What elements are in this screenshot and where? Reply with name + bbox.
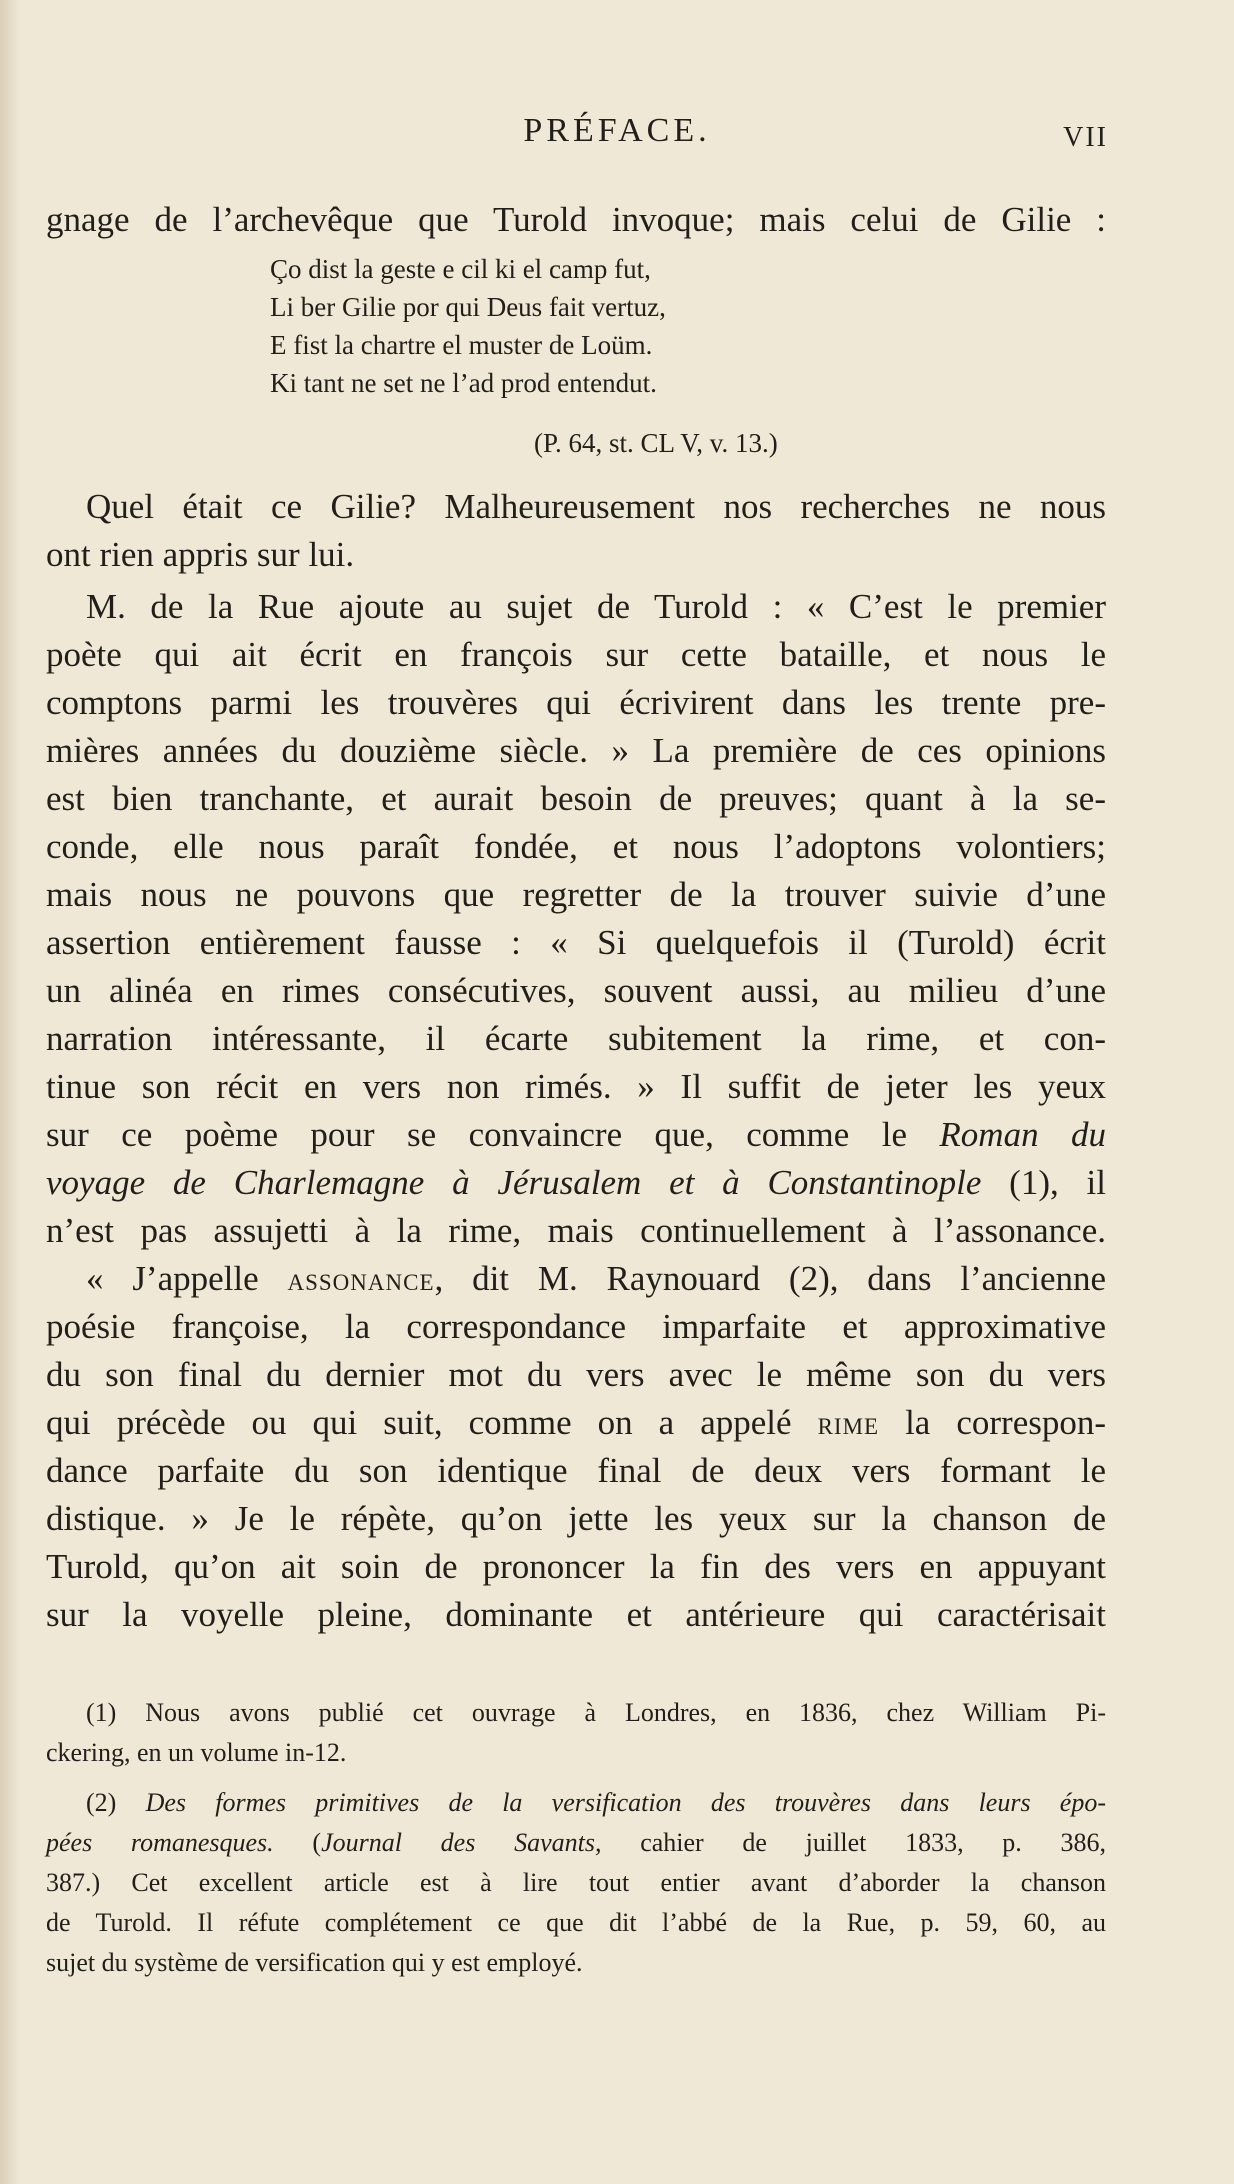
text-line: mières années du douzième siècle. » La première de ces opinions [46, 731, 1106, 770]
footnote-line [46, 1825, 1106, 1861]
text-span: cahier de juillet 1833, p. 386, [640, 1828, 1107, 1857]
text-line: tinue son récit en vers non rimés. » Il suffit de jeter les yeux [46, 1067, 1106, 1106]
footnote-line: sujet du système de versification qui y est employé. [46, 1948, 583, 1977]
verse-reference: (P. 64, st. CL V, v. 13.) [534, 428, 778, 458]
text-line: ont rien appris sur lui. [46, 535, 355, 574]
text-span: qui précède ou qui suit, comme on a appelé [46, 1403, 792, 1442]
page-number: VII [1063, 122, 1108, 153]
text-line: Turold, qu’on ait soin de prononcer la fin des vers en appuyant [46, 1547, 1106, 1586]
footnote-line: 387.) Cet excellent article est à lire tout entier avant d’aborder la chanson [46, 1868, 1106, 1897]
italic-title: pées romanesques. [46, 1828, 274, 1857]
text-line: assertion entièrement fausse : « Si quelquefois il (Turold) écrit [46, 923, 1106, 962]
verse-line: Ki tant ne set ne l’ad prod entendut. [270, 368, 657, 398]
footnote-line: (1) Nous avons publié cet ouvrage à Londres, en 1836, chez William Pi- [86, 1698, 1106, 1727]
italic-title: Des formes primitives de la versification des trouvères dans leurs épo- [145, 1788, 1107, 1817]
footnote-line [86, 1785, 1106, 1821]
text-line: dance parfaite du son identique final de deux vers formant le [46, 1451, 1106, 1490]
text-line: un alinéa en rimes consécutives, souvent aussi, au milieu d’une [46, 971, 1106, 1010]
verse-line: Li ber Gilie por qui Deus fait vertuz, [270, 292, 666, 322]
text-line: conde, elle nous paraît fondée, et nous l’adoptons volontiers; [46, 827, 1106, 866]
text-line: M. de la Rue ajoute au sujet de Turold : « C’est le premier [86, 587, 1106, 626]
italic-title: Roman du [939, 1115, 1107, 1154]
text-line: comptons parmi les trouvères qui écrivirent dans les trente pre- [46, 683, 1106, 722]
italic-title: voyage de Charlemagne à Jérusalem et à Constantinople [46, 1163, 982, 1202]
text-line: narration intéressante, il écarte subitement la rime, et con- [46, 1019, 1106, 1058]
text-line: gnage de l’archevêque que Turold invoque; mais celui de Gilie : [46, 200, 1106, 239]
text-line: poésie françoise, la correspondance imparfaite et approximative [46, 1307, 1106, 1346]
text-line: poète qui ait écrit en françois sur cette bataille, et nous le [46, 635, 1106, 674]
text-span: sur ce poème pour se convaincre que, comme le [46, 1115, 907, 1154]
small-caps-term: RIME [817, 1414, 880, 1439]
text-span: « J’appelle [86, 1259, 259, 1298]
verse-line: Ço dist la geste e cil ki el camp fut, [270, 254, 651, 284]
page-gutter [0, 0, 20, 2184]
footnote-line: ckering, en un volume in-12. [46, 1738, 347, 1767]
verse-line: E fist la chartre el muster de Loüm. [270, 330, 653, 360]
italic-title: Journal des Savants, [321, 1828, 602, 1857]
footnote-number: (2) [86, 1788, 117, 1817]
text-span: la correspon- [905, 1403, 1107, 1442]
footnote-ref: (1), il [1009, 1163, 1106, 1202]
text-line [86, 1257, 1106, 1305]
text-line: n’est pas assujetti à la rime, mais continuellement à l’assonance. [46, 1211, 1106, 1250]
text-span: ( [312, 1828, 322, 1857]
text-line: Quel était ce Gilie? Malheureusement nos recherches ne nous [86, 487, 1106, 526]
text-span: , dit M. Raynouard (2), dans l’ancienne [434, 1259, 1107, 1298]
text-line: est bien tranchante, et aurait besoin de preuves; quant à la se- [46, 779, 1106, 818]
footnote-line: de Turold. Il réfute complétement ce que dit l’abbé de la Rue, p. 59, 60, au [46, 1908, 1106, 1937]
text-line: du son final du dernier mot du vers avec le même son du vers [46, 1355, 1106, 1394]
text-line: mais nous ne pouvons que regretter de la trouver suivie d’une [46, 875, 1106, 914]
text-line [46, 1161, 1106, 1205]
text-line [46, 1401, 1106, 1449]
text-line: sur la voyelle pleine, dominante et antérieure qui caractérisait [46, 1595, 1106, 1634]
running-title: PRÉFACE. [523, 112, 711, 149]
text-line: distique. » Je le répète, qu’on jette les yeux sur la chanson de [46, 1499, 1106, 1538]
text-line [46, 1113, 1106, 1157]
small-caps-term: ASSONANCE [287, 1270, 435, 1295]
running-head [0, 112, 1234, 156]
